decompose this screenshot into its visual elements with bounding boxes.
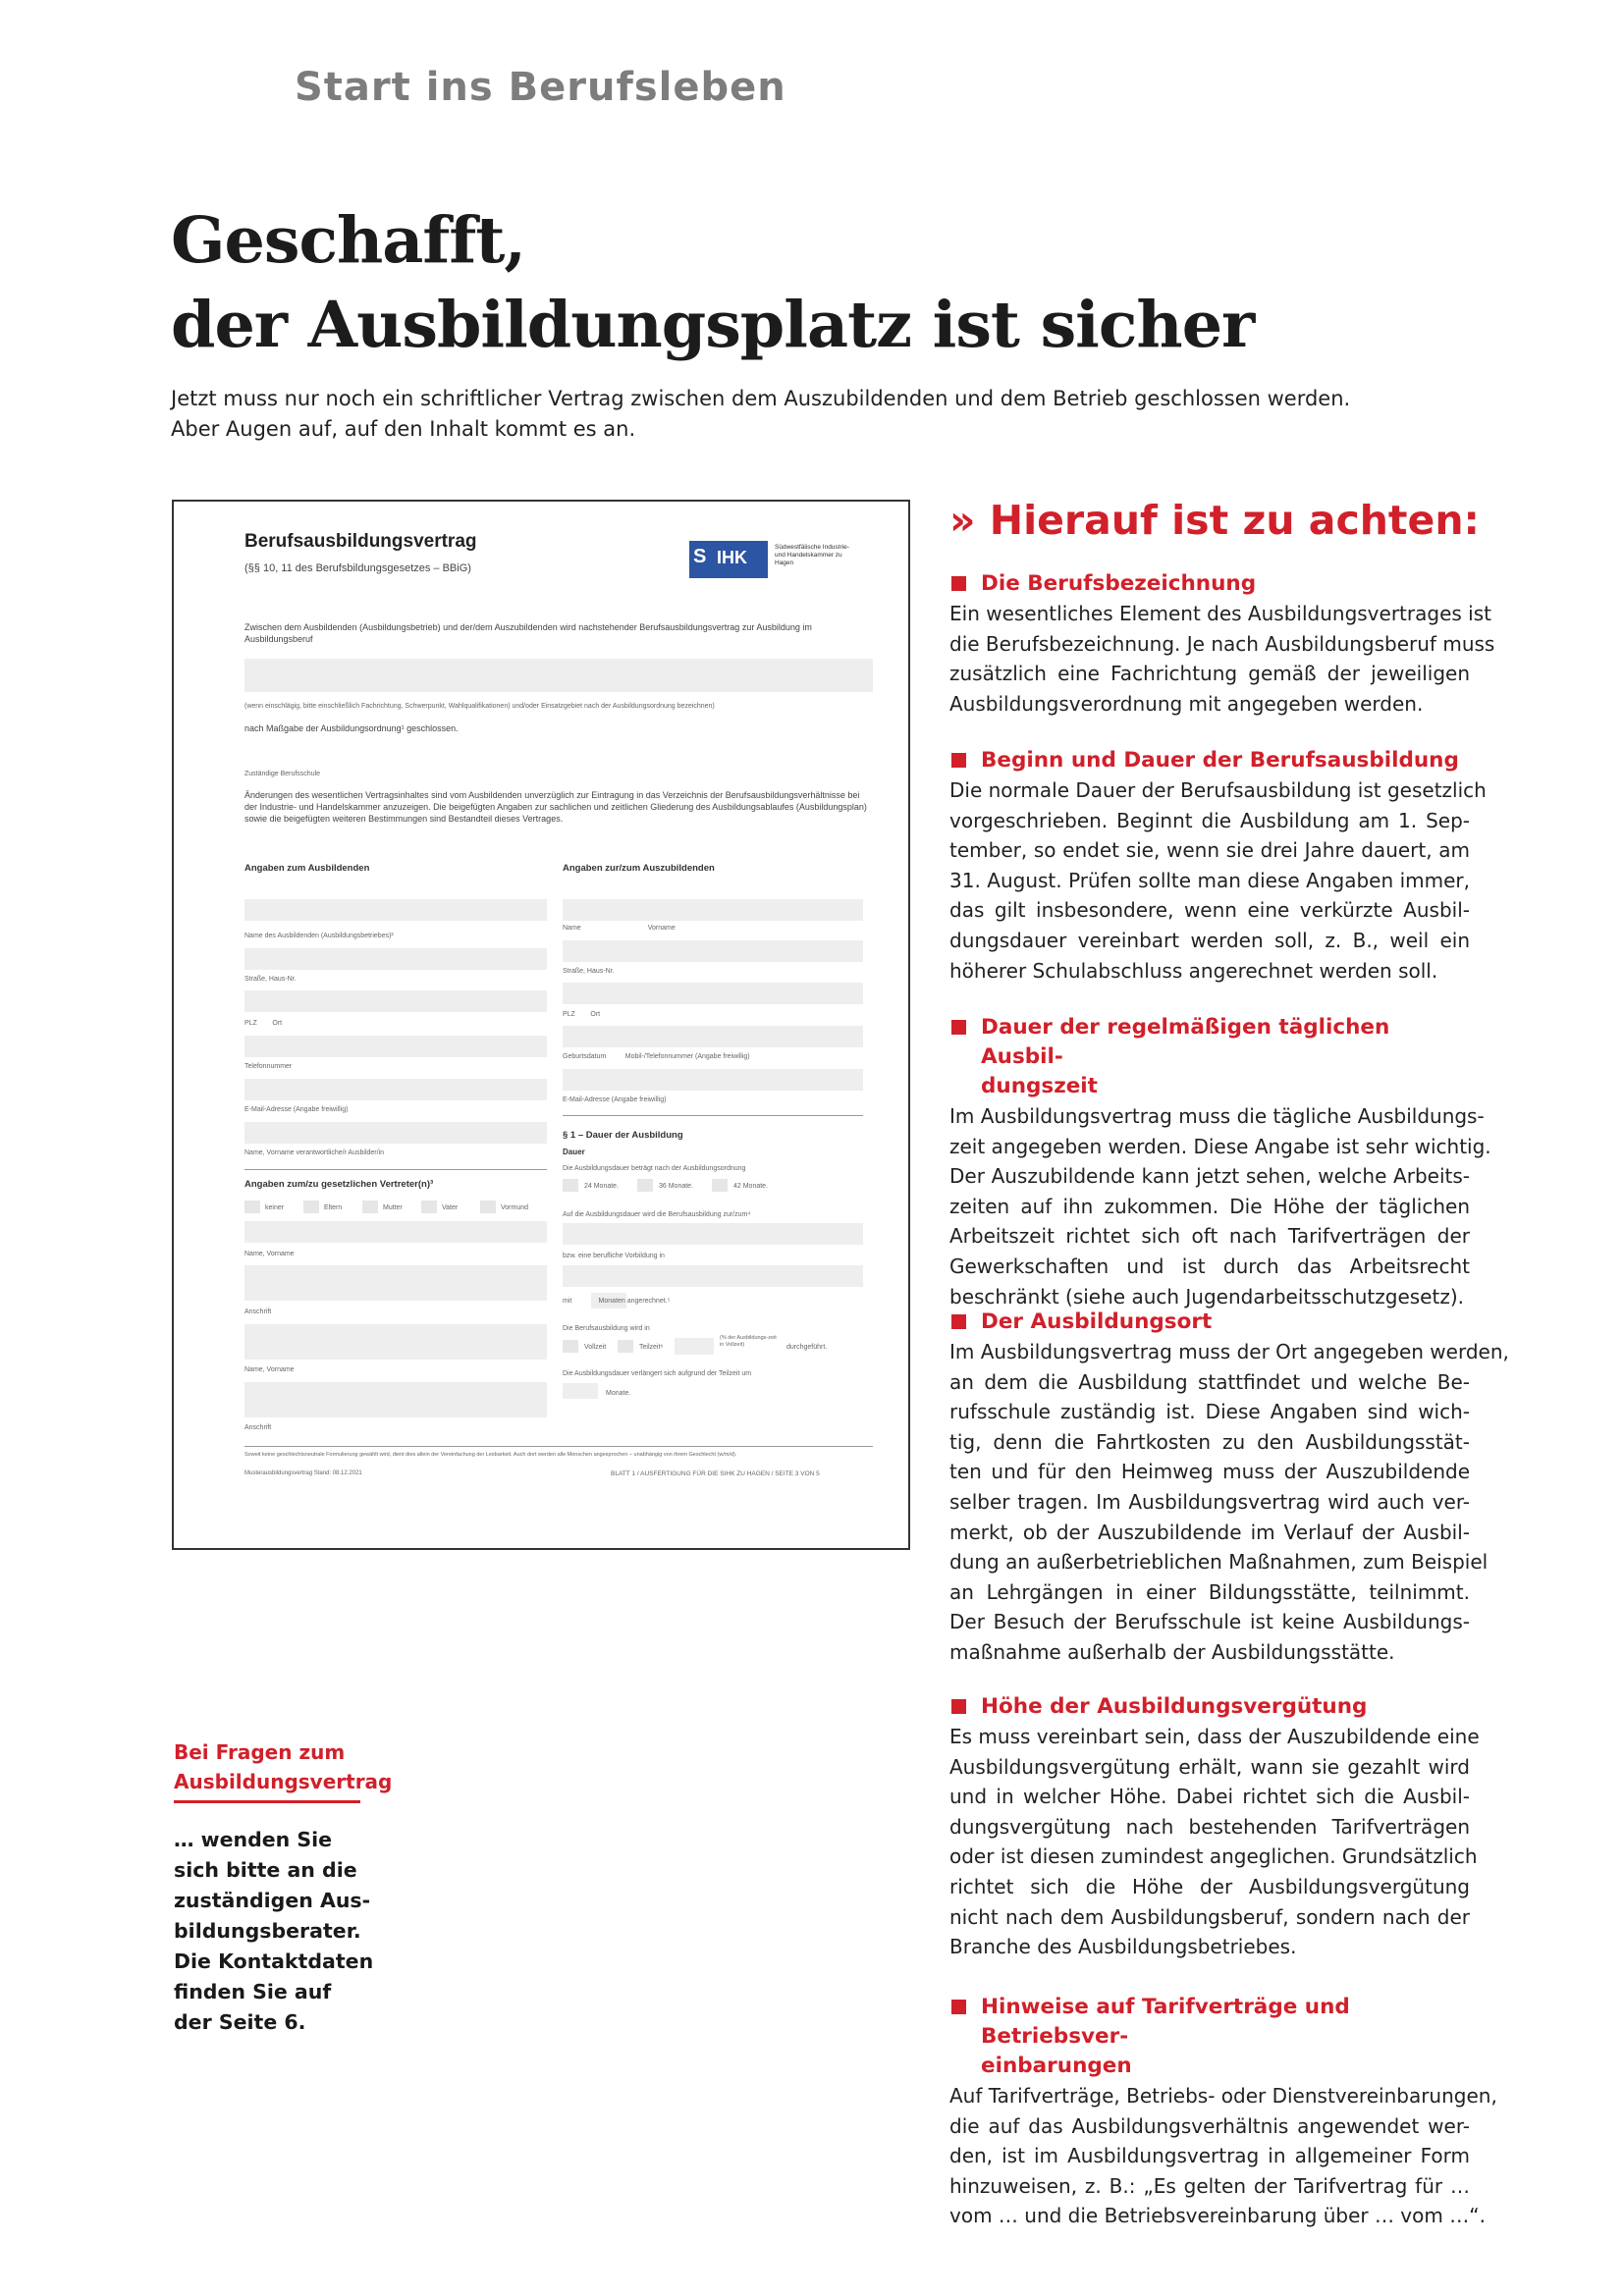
ihk-logo-text: IHK	[717, 548, 747, 567]
section-text: Die normale Dauer der Berufsausbildung ist gesetzlich vorgeschrieben. Beginnt die Ausbildung am 1. Sep- tember, so endet sie, wenn sie drei Jahre dauert, am 31. August. Prüfen sollte man diese Angaben immer, das gilt insbesondere, wenn eine verkürzte Ausbil- dungsdauer vereinbart werden soll, z. B., weil ein höherer Schulabschluss angerechnet werden soll.	[949, 778, 1487, 983]
left-label-6: Name, Vorname verantwortliche/r Ausbilder/in	[244, 1149, 385, 1156]
duration-box-3	[712, 1179, 728, 1192]
right-field-1	[563, 899, 863, 921]
guardian-box-3	[362, 1201, 378, 1213]
duration-opt-3: 42 Monate.	[733, 1183, 769, 1190]
ihk-logo-s: S	[693, 546, 707, 567]
question-box	[174, 1737, 393, 2038]
question-title-2: Ausbildungsvertrag	[174, 1770, 393, 1793]
checklist-column	[949, 497, 1509, 2228]
right-field-5	[563, 1069, 863, 1091]
contract-subtitle: (§§ 10, 11 des Berufsbildungsgesetzes – BBiG)	[244, 562, 471, 574]
duration-field-2	[563, 1265, 863, 1287]
duration-box-2	[637, 1179, 653, 1192]
left-field-6	[244, 1122, 547, 1144]
square-bullet-icon	[951, 2000, 966, 2014]
duration-line-3: mit Monaten angerechnet.⁵	[563, 1298, 671, 1305]
section-beginn-dauer	[949, 746, 1487, 986]
section-text: Im Ausbildungsvertrag muss der Ort angegeben werden, an dem die Ausbildung stattfindet und welche Be- rufsschule zuständig ist. Diese Angaben sind wich- tig, denn die Fahrtkosten zu den Ausbildungsstät- ten und für den Heimweg muss der Auszubildende selber tragen. Im Ausbildungsvertrag wird auch ver- merkt, ob der Auszubildende im Verlauf der Ausbil- dung an außerbetrieblichen Maßnahmen, zum Beispiel an Lehrgängen in einer Bildungsstätte, teilnimmt. Der Besuch der Berufsschule ist keine Ausbildungs- maßnahme außerhalb der Ausbildungsstätte.	[949, 1340, 1509, 1664]
left-divider	[244, 1169, 547, 1170]
duration-opt-1: 24 Monate.	[584, 1183, 620, 1190]
section-verguetung	[949, 1692, 1480, 1962]
section-kicker: Start ins Berufsleben	[295, 65, 786, 110]
square-bullet-icon	[951, 576, 966, 591]
duration-line-1: Auf die Ausbildungsdauer wird die Berufsausbildung zur/zum⁴	[563, 1211, 751, 1218]
guardian-label-4: Anschrift	[244, 1424, 272, 1431]
duration-opt-2: 36 Monate.	[659, 1183, 694, 1190]
footer-small: Soweit keine geschlechtsneutrale Formulierung gewählt wird, dient dies allein der Vereinfachung der Lesbarkeit. Auch dort werden alle Menschen angesprochen – unabhängig von ihrem Geschlecht (w/m/d).	[244, 1452, 737, 1458]
page-headline	[171, 198, 1254, 367]
guardian-opt-1: keiner	[265, 1204, 285, 1211]
left-label-5: E-Mail-Adresse (Angabe freiwillig)	[244, 1106, 349, 1113]
intro-text	[171, 384, 1350, 445]
headline-line-2: der Ausbildungsplatz ist sicher	[171, 288, 1255, 362]
right-divider	[563, 1115, 863, 1116]
school-label: Zuständige Berufsschule	[244, 771, 321, 777]
footer-divider	[244, 1446, 873, 1447]
contract-title: Berufsausbildungsvertrag	[244, 531, 477, 552]
left-field-4	[244, 1036, 547, 1057]
duration-line-4: Die Berufsausbildung wird in	[563, 1325, 650, 1332]
section-text: Auf Tarifverträge, Betriebs- oder Dienstvereinbarungen, die auf das Ausbildungsverhältnis angewendet wer- den, ist im Ausbildungsvertrag in allgemeiner Form hinzuweisen, z. B.: „Es gelten der Tarifvertrag für … vom … und die Betriebsvereinbarung über … vom …“.	[949, 2084, 1497, 2228]
left-field-1	[244, 899, 547, 921]
occupation-field	[244, 659, 873, 692]
right-label-1: Name Vorname	[563, 925, 676, 932]
section-heading: Höhe der Ausbildungsvergütung	[949, 1692, 1470, 1722]
question-text: … wenden Sie sich bitte an die zuständigen Aus- bildungsberater. Die Kontaktdaten finden Sie auf der Seite 6.	[174, 1828, 374, 2034]
contract-nach: nach Maßgabe der Ausbildungsordnung¹ geschlossen.	[244, 723, 459, 733]
intro-line-1: Jetzt muss nur noch ein schriftlicher Vertrag zwischen dem Auszubildenden und dem Betrieb geschlossen werden.	[171, 387, 1351, 410]
section-heading: Der Ausbildungsort	[949, 1308, 1470, 1337]
guardian-box-1	[244, 1201, 260, 1213]
fulltime-box	[563, 1340, 578, 1353]
right-field-4	[563, 1026, 863, 1047]
guardian-opt-3: Mutter	[383, 1204, 403, 1211]
percent-note: (% der Ausbildungs-zeit in Vollzeit)	[720, 1335, 777, 1348]
section-berufsbezeichnung	[949, 569, 1495, 719]
left-field-3	[244, 990, 547, 1012]
right-head: Angaben zur/zum Auszubildenden	[563, 863, 715, 874]
parttime-label: Teilzeit⁶	[639, 1344, 664, 1351]
section-text: Es muss vereinbart sein, dass der Auszubildende eine Ausbildungsvergütung erhält, wann sie gezahlt wird und in welcher Höhe. Dabei richtet sich die Ausbil- dungsvergütung nach bestehenden Tarifverträgen oder ist diesen zumindest angeglichen. Grundsätzlich richtet sich die Höhe der Ausbildungsvergütung nicht nach dem Ausbildungsberuf, sondern nach der Branche des Ausbildungsbetriebes.	[949, 1725, 1480, 1959]
extension-field	[563, 1383, 598, 1399]
section-tarifvertraege	[949, 1993, 1497, 2231]
section-heading: Die Berufsbezeichnung	[949, 569, 1470, 599]
right-field-2	[563, 940, 863, 962]
guardian-opt-4: Vater	[442, 1204, 459, 1211]
ihk-logo-caption: Südwestfälische Industrie- und Handelskammer zu Hagen	[775, 544, 849, 566]
left-label-1: Name des Ausbildenden (Ausbildungsbetriebes)²	[244, 933, 394, 939]
contract-between: Zwischen dem Ausbildenden (Ausbildungsbetrieb) und der/dem Auszubildenden wird nachstehender Berufsausbildungsvertrag zur Ausbildung im Ausbildungsberuf	[244, 622, 812, 644]
headline-line-1: Geschafft,	[171, 203, 525, 278]
guardian-box-4	[421, 1201, 437, 1213]
question-rule	[174, 1800, 360, 1803]
intro-line-2: Aber Augen auf, auf den Inhalt kommt es an.	[171, 417, 636, 441]
section-taegliche-zeit	[949, 1013, 1491, 1311]
question-title-1: Bei Fragen zum	[174, 1740, 346, 1764]
left-head: Angaben zum Ausbildenden	[244, 863, 370, 874]
section-heading: Dauer der regelmäßigen täglichen Ausbil- dungszeit	[949, 1013, 1470, 1101]
duration-box-1	[563, 1179, 578, 1192]
right-field-3	[563, 983, 863, 1004]
left-label-3: PLZ Ort	[244, 1020, 283, 1027]
guardian-label-2: Anschrift	[244, 1308, 272, 1315]
guardian-field-4	[244, 1382, 547, 1417]
checklist-title: » Hierauf ist zu achten:	[949, 497, 1480, 544]
left-field-5	[244, 1079, 547, 1100]
square-bullet-icon	[951, 1020, 966, 1035]
right-label-5: E-Mail-Adresse (Angabe freiwillig)	[563, 1096, 667, 1103]
square-bullet-icon	[951, 1314, 966, 1329]
duration-head: § 1 – Dauer der Ausbildung	[563, 1130, 683, 1141]
footer-left: Musterausbildungsvertrag Stand: 08.12.2021	[244, 1470, 362, 1476]
left-field-2	[244, 948, 547, 970]
duration-line-6: Monate.	[606, 1390, 631, 1397]
section-heading: Hinweise auf Tarifverträge und Betriebsver- einbarungen	[949, 1993, 1470, 2081]
duration-line-5: Die Ausbildungsdauer verlängert sich aufgrund der Teilzeit um	[563, 1370, 752, 1377]
time-done: durchgeführt.	[786, 1344, 828, 1351]
percent-field	[675, 1338, 714, 1355]
guardian-label-1: Name, Vorname	[244, 1251, 295, 1257]
contract-note: (wenn einschlägig, bitte einschließlich Fachrichtung, Schwerpunkt, Wahlqualifikationen) und/oder Einsatzgebiet nach der Ausbildungsordnung bezeichnen)	[244, 703, 715, 710]
square-bullet-icon	[951, 753, 966, 768]
section-ausbildungsort	[949, 1308, 1509, 1668]
contract-form-image	[172, 500, 910, 1550]
left-label-2: Straße, Haus-Nr.	[244, 976, 297, 983]
left-label-4: Telefonnummer	[244, 1063, 293, 1070]
right-label-4: Geburtsdatum Mobil-/Telefonnummer (Angabe freiwillig)	[563, 1053, 750, 1060]
duration-line-2: bzw. eine berufliche Vorbildung in	[563, 1253, 665, 1259]
fulltime-label: Vollzeit	[584, 1344, 607, 1351]
footer-right: BLATT 1 / AUSFERTIGUNG FÜR DIE SIHK ZU HAGEN / SEITE 3 VON 5	[611, 1470, 820, 1477]
guardian-opt-2: Eltern	[324, 1204, 343, 1211]
right-label-3: PLZ Ort	[563, 1011, 601, 1018]
guardian-field-2	[244, 1265, 547, 1301]
square-bullet-icon	[951, 1699, 966, 1714]
duration-field-1	[563, 1223, 863, 1245]
duration-sub: Dauer	[563, 1148, 585, 1156]
guardian-field-1	[244, 1221, 547, 1243]
section-text: Im Ausbildungsvertrag muss die tägliche Ausbildungs- zeit angegeben werden. Diese Angabe ist sehr wichtig. Der Auszubildende kann jetzt sehen, welche Arbeits- zeiten auf ihn zukommen. Die Höhe der täglichen Arbeitszeit richtet sich oft nach Tarifverträgen der Gewerkschaften und ist durch das Arbeitsrecht beschränkt (siehe auch Jugendarbeitsschutzgesetz).	[949, 1104, 1491, 1308]
parttime-box	[618, 1340, 633, 1353]
guardian-label-3: Name, Vorname	[244, 1366, 295, 1373]
guardian-opt-5: Vormund	[501, 1204, 529, 1211]
changes-text: Änderungen des wesentlichen Vertragsinhaltes sind vom Ausbildenden unverzüglich zur Eintragung in das Verzeichnis der Berufsausbildungsverhältnisse bei der Industrie- und Handelskammer anzuzeigen. Die beigefügten Angaben zur sachlichen und zeitlichen Gliederung des Ausbildungsablaufes (Ausbildungsplan) sowie die beigefügten weiteren Bestimmungen sind Bestandteil dieses Vertrages.	[244, 790, 867, 824]
guardian-box-2	[303, 1201, 319, 1213]
section-heading: Beginn und Dauer der Berufsausbildung	[949, 746, 1470, 775]
guardian-box-5	[480, 1201, 496, 1213]
guardian-field-3	[244, 1324, 547, 1360]
section-text: Ein wesentliches Element des Ausbildungsvertrages ist die Berufsbezeichnung. Je nach Ausbildungsberuf muss zusätzlich eine Fachrichtung gemäß der jeweiligen Ausbildungsverordnung mit angegeben werden.	[949, 602, 1495, 716]
guardian-head: Angaben zum/zu gesetzlichen Vertreter(n)³	[244, 1179, 434, 1190]
duration-text: Die Ausbildungsdauer beträgt nach der Ausbildungsordnung	[563, 1165, 746, 1172]
right-label-2: Straße, Haus-Nr.	[563, 968, 615, 975]
